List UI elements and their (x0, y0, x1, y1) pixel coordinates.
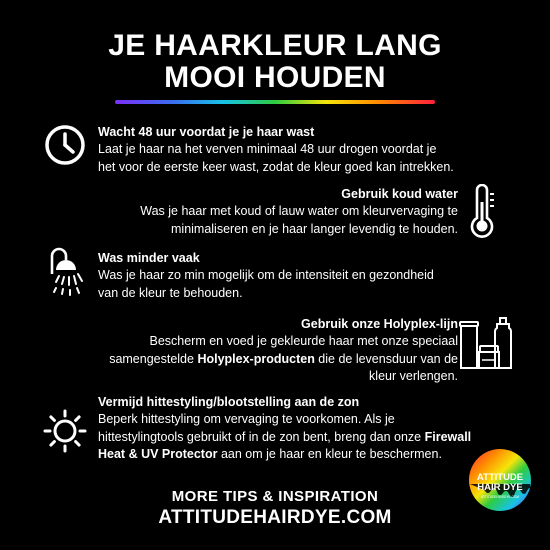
tip-text: hittestylingtools gebruikt of in de zon bent, breng dan onze (98, 429, 425, 444)
title-line-2: MOOI HOUDEN (164, 61, 386, 94)
logo-url-text: ATTITUDEHAIRDYE.COM (481, 495, 519, 499)
attitude-hair-dye-logo (468, 448, 532, 512)
tip-text: die de levensduur van de (314, 351, 458, 366)
tip-holyplex-line (109, 316, 458, 386)
products-icon (456, 316, 516, 374)
tip-text: aan om je haar en kleur te beschermen. (217, 447, 442, 461)
tip-text-line: Was je haar met koud of lauw water om kleurvervaging te (140, 204, 458, 218)
tip-text-line: Laat je haar na het verven minimaal 48 uur drogen voordat je (98, 142, 437, 156)
firewall-highlight: Firewall (424, 429, 472, 444)
logo-text-line-1: ATTITUDE (476, 472, 524, 483)
footer-tagline: MORE TIPS & INSPIRATION (171, 488, 379, 505)
tip-wait-48-hours (98, 124, 454, 176)
tip-text-line: Beperk hittestyling om vervaging te voorkomen. Als je (98, 412, 395, 426)
logo-text-line-2: HAIR DYE (477, 482, 523, 493)
tip-heading: Was minder vaak (98, 251, 200, 265)
tip-text: samengestelde (109, 351, 198, 366)
tip-text-line: minimaliseren en je haar langer levendig te houden. (171, 221, 458, 236)
tip-text-line: kleur verlengen. (369, 369, 458, 383)
page-title (0, 30, 550, 94)
tip-wash-less (98, 250, 434, 302)
tip-text-line: van de kleur te behouden. (98, 285, 243, 300)
heat-uv-protector-highlight: Heat & UV Protector (98, 447, 218, 461)
clock-icon (44, 124, 86, 166)
tip-heading: Vermijd hittestyling/blootstelling aan de zon (98, 395, 360, 409)
tip-heading: Wacht 48 uur voordat je je haar wast (98, 125, 315, 139)
footer-website-link[interactable]: ATTITUDEHAIRDYE.COM (158, 507, 392, 528)
thermometer-icon (466, 184, 498, 240)
tip-avoid-heat-sun (98, 394, 471, 464)
sun-icon (42, 408, 88, 454)
holyplex-products-highlight: Holyplex-producten (197, 351, 315, 366)
tip-text-line (98, 429, 471, 447)
tip-text-line: het voor de eerste keer wast, zodat de kleur goed kan intrekken. (98, 159, 454, 174)
tip-text-line: Bescherm en voed je gekleurde haar met onze speciaal (149, 334, 458, 348)
tip-heading: Gebruik onze Holyplex-lijn (301, 317, 458, 331)
rainbow-divider (115, 100, 435, 104)
tip-text-line (109, 351, 458, 369)
tip-text-line (98, 446, 471, 464)
tip-text-line: Was je haar zo min mogelijk om de intensiteit en gezondheid (98, 268, 434, 282)
title-line-1: JE HAARKLEUR LANG (108, 29, 442, 62)
tip-cold-water (140, 186, 458, 238)
shower-icon (40, 246, 88, 298)
tip-heading: Gebruik koud water (341, 187, 458, 201)
